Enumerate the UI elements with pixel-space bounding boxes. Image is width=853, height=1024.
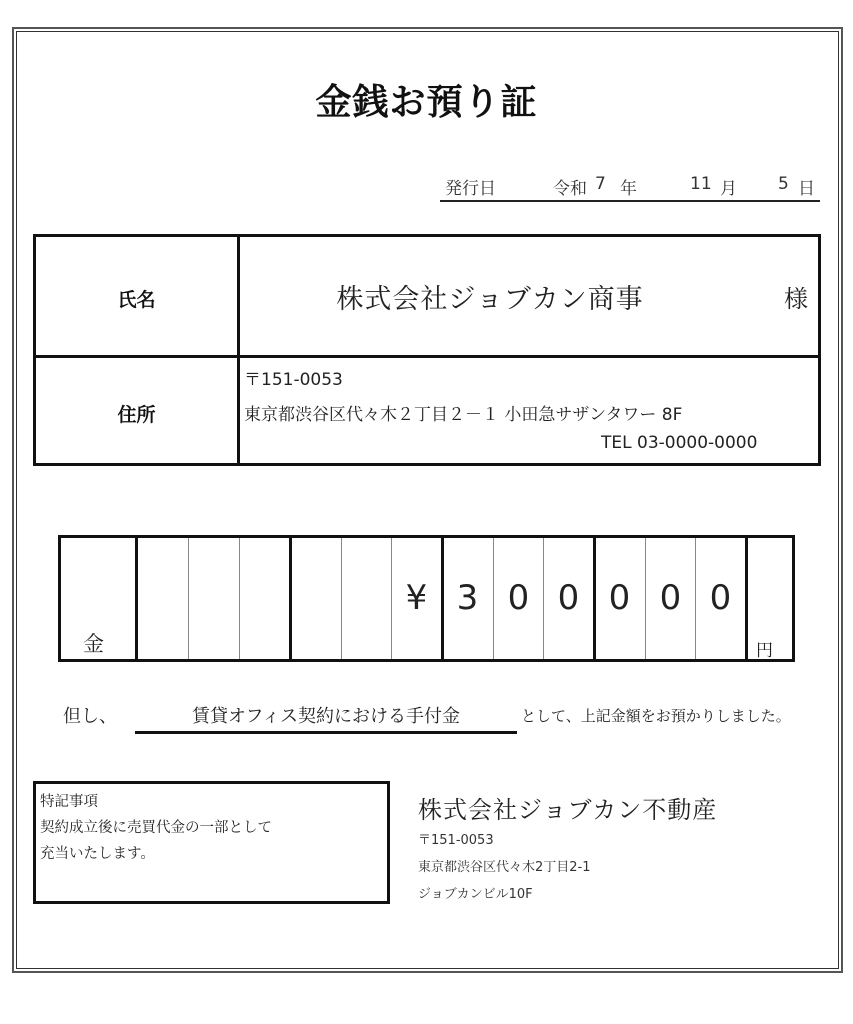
honorific: 様 (784, 285, 808, 313)
purpose-prefix: 但し、 (63, 706, 117, 727)
yen-sign: ¥ (405, 578, 428, 618)
address-label: 住所 (117, 404, 156, 426)
issue-date-year-unit: 年 (620, 179, 637, 199)
recipient-tel: TEL 03-0000-0000 (601, 433, 758, 453)
amount-table (58, 535, 795, 662)
issue-date-day: 5 (778, 174, 789, 194)
amount-digit: 0 (557, 578, 580, 618)
amount-digit: 0 (507, 578, 530, 618)
purpose-text: 賃貸オフィス契約における手付金 (191, 706, 461, 727)
amount-digit: 0 (709, 578, 732, 618)
issuer-postal-code: 〒151-0053 (418, 833, 494, 848)
recipient-address: 東京都渋谷区代々木２丁目２－１ 小田急サザンタワー 8F (244, 405, 683, 425)
amount-prefix-label: 金 (83, 632, 104, 656)
cell-divider (239, 538, 240, 659)
cell-divider (188, 538, 189, 659)
issuer-address: 東京都渋谷区代々木2丁目2-1 (418, 860, 591, 875)
issue-date-year: 7 (595, 174, 606, 194)
notes-line: 充当いたします。 (40, 846, 155, 862)
amount-digit: 0 (608, 578, 631, 618)
cell-divider (341, 538, 342, 659)
name-label: 氏名 (117, 289, 156, 311)
recipient-name: 株式会社ジョブカン商事 (336, 284, 644, 315)
table-divider (237, 237, 240, 463)
cell-divider (289, 538, 292, 659)
notes-line: 契約成立後に売買代金の一部として (40, 820, 272, 836)
issue-date-month-unit: 月 (720, 179, 737, 199)
issue-date-era: 令和 (553, 179, 587, 199)
issue-date-day-unit: 日 (798, 179, 815, 199)
amount-digit: 3 (456, 578, 479, 618)
purpose-suffix: として、上記金額をお預かりしました。 (521, 707, 791, 725)
amount-digit: 0 (659, 578, 682, 618)
issue-date (440, 174, 820, 202)
special-notes-box (33, 781, 390, 904)
notes-title: 特記事項 (40, 794, 98, 810)
issue-date-month: 11 (690, 174, 712, 194)
issuer-company: 株式会社ジョブカン不動産 (418, 796, 718, 824)
purpose-underline (135, 731, 517, 734)
amount-suffix-label: 円 (756, 641, 773, 661)
recipient-table (33, 234, 821, 466)
table-divider (36, 355, 818, 358)
cell-divider (135, 538, 138, 659)
issuer-building: ジョブカンビル10F (418, 887, 533, 902)
recipient-postal-code: 〒151-0053 (244, 370, 343, 390)
document-title: 金銭お預り証 (315, 82, 538, 123)
issue-date-label: 発行日 (445, 179, 496, 199)
